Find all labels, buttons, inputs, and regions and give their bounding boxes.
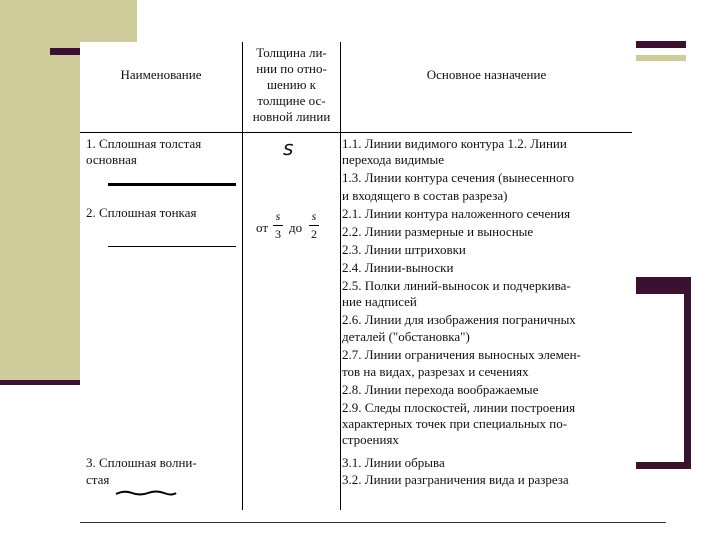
row3-name-line-1: 3. Сплошная волни- [86,455,197,470]
row2-purpose-13: характерных точек при специальных по- [342,416,568,431]
slide-decoration-bar [0,380,80,385]
row2-purpose-1: 2.1. Линии контура наложенного сечения [342,206,571,221]
row3-name-line-2: стая [86,472,110,487]
row2-purpose-9: 2.7. Линии ограничения выносных элемен- [342,347,581,362]
solid-thick-line-sample [108,183,236,186]
slide-decoration-bar [636,55,686,61]
row2-purpose-11: 2.8. Линии перехода воображаемые [342,382,539,397]
row2-purpose-4: 2.4. Линии-выноски [342,260,454,275]
header-thickness-line-4: толщине ос- [257,93,326,108]
header-purpose: Основное назначение [426,67,547,82]
row2-frac2-bar [309,225,319,226]
row2-purpose-10: тов на видах, разрезах и сечениях [342,364,529,379]
wavy-line-sample [114,488,178,498]
row2-frac2-den: 2 [311,227,317,241]
header-name: Наименование [120,67,202,82]
row2-purpose-3: 2.3. Линии штриховки [342,242,466,257]
row2-purpose-6: ние надписей [342,294,417,309]
slide-decoration-bar [50,48,81,55]
slide-decoration-bar [636,41,686,48]
row2-purpose-5: 2.5. Полки линий-выносок и подчеркива- [342,278,571,293]
row3-purpose-2: 3.2. Линии разграничения вида и разреза [342,472,569,487]
row1-purpose-1: 1.1. Линии видимого контура 1.2. Линии [342,136,567,151]
row3-purpose-1: 3.1. Линии обрыва [342,455,445,470]
row2-purpose-8: деталей ("обстановка") [342,329,470,344]
row2-frac2-num: s [311,209,317,223]
row2-frac1-den: 3 [275,227,281,241]
row1-name-line-1: 1. Сплошная толстая [86,136,202,151]
row1-purpose-2: перехода видимые [342,152,444,167]
row1-thickness-symbol: s [283,136,294,160]
slide-decoration-line [80,522,666,523]
slide-decoration-frame-inner [636,294,684,462]
row2-purpose-7: 2.6. Линии для изображения пограничных [342,312,576,327]
header-thickness-line-2: нии по отно- [256,61,327,76]
row2-frac1-num: s [275,209,281,223]
row1-purpose-3: 1.3. Линии контура сечения (вынесенного [342,170,574,185]
header-thickness-line-3: шению к [267,77,316,92]
row2-thickness-from: от [256,220,269,235]
header-thickness-line-1: Толщина ли- [256,45,327,60]
column-divider [340,42,341,510]
row2-purpose-12: 2.9. Следы плоскостей, линии построения [342,400,576,415]
header-thickness-line-5: новной линии [252,109,331,124]
row2-frac1-bar [273,225,283,226]
header-divider [80,132,632,133]
row1-name-line-2: основная [86,152,137,167]
row2-name: 2. Сплошная тонкая [86,205,197,220]
row2-purpose-14: строениях [342,432,399,447]
row2-purpose-2: 2.2. Линии размерные и выносные [342,224,534,239]
solid-thin-line-sample [108,246,236,247]
line-types-table [80,42,632,510]
row1-purpose-4: и входящего в состав разреза) [342,188,508,203]
row2-thickness-to: до [289,220,303,235]
